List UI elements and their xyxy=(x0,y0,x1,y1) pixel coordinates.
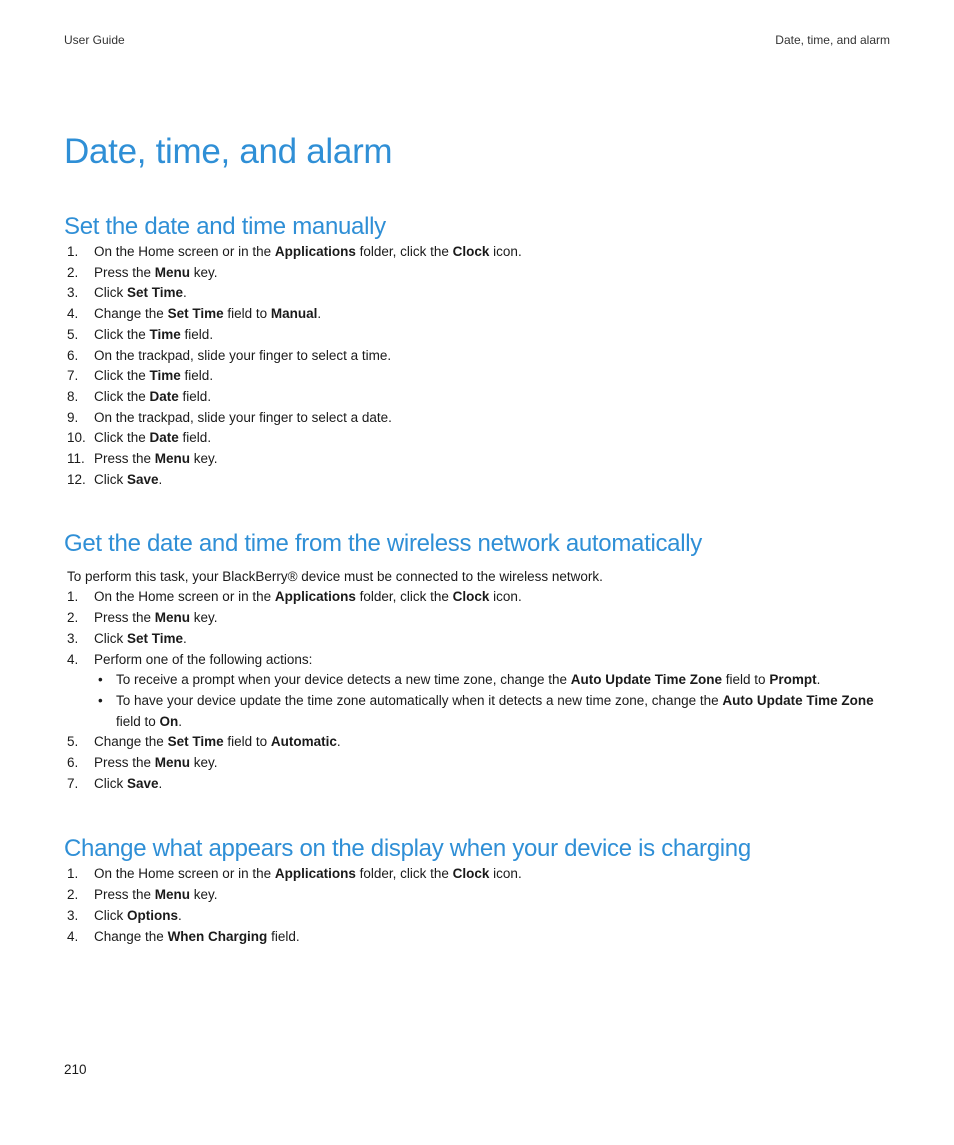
step-text: Click the xyxy=(94,326,150,342)
ui-term: Date xyxy=(149,388,179,404)
ui-term: Clock xyxy=(452,866,490,882)
ui-term: Menu xyxy=(154,887,191,903)
steps-list-charging-display xyxy=(64,864,890,947)
ui-term: Menu xyxy=(154,610,191,626)
step-item xyxy=(64,408,890,429)
section-title-set-manually: Set the date and time manually xyxy=(64,213,386,240)
step-text: On the trackpad, slide your finger to select a date. xyxy=(94,409,392,425)
step-body xyxy=(94,410,392,425)
step-body xyxy=(94,327,213,342)
step-text: On the trackpad, slide your finger to select a time. xyxy=(94,347,392,363)
step-text: To receive a prompt when your device detects a new time zone, change the xyxy=(116,672,571,688)
step-number: 3. xyxy=(67,285,79,301)
step-text: Click xyxy=(94,775,127,791)
step-body xyxy=(94,430,211,445)
page-content xyxy=(64,128,890,947)
step-item xyxy=(64,753,890,774)
step-text: Press the xyxy=(94,610,155,626)
step-body xyxy=(94,610,218,625)
step-text: field to xyxy=(722,672,770,688)
page-number: 210 xyxy=(64,1062,87,1077)
step-text: key. xyxy=(190,755,218,771)
step-number: 10. xyxy=(67,430,86,446)
step-text: key. xyxy=(190,610,218,626)
ui-term: Time xyxy=(149,368,181,384)
step-number: 8. xyxy=(67,388,79,404)
section-intro-network-auto: To perform this task, your BlackBerry® device must be connected to the wireless network. xyxy=(67,569,603,585)
sub-bullet-item xyxy=(94,691,890,732)
bullet-body xyxy=(116,672,820,687)
page-title: Date, time, and alarm xyxy=(64,132,393,171)
header-guide-label: User Guide xyxy=(64,33,125,47)
step-text: field. xyxy=(180,326,214,342)
step-body xyxy=(94,451,218,466)
step-text: field. xyxy=(180,368,214,384)
step-item xyxy=(64,325,890,346)
ui-term: Menu xyxy=(154,755,191,771)
step-body xyxy=(94,389,211,404)
step-text: Press the xyxy=(94,755,155,771)
step-body xyxy=(94,244,522,259)
step-text: field to xyxy=(116,713,160,729)
step-item xyxy=(64,263,890,284)
step-item xyxy=(64,387,890,408)
step-body xyxy=(94,866,522,881)
step-text: . xyxy=(158,775,163,791)
step-text: . xyxy=(816,672,821,688)
ui-term: Menu xyxy=(154,451,191,467)
step-number: 9. xyxy=(67,409,79,425)
step-text: field to xyxy=(223,734,271,750)
step-body xyxy=(94,734,341,749)
step-number: 7. xyxy=(67,775,79,791)
step-text: Click xyxy=(94,907,127,923)
step-text: field. xyxy=(267,928,300,944)
bullet-body xyxy=(116,693,874,729)
section-title-charging-display: Change what appears on the display when your device is charging xyxy=(64,835,751,863)
ui-term: Set Time xyxy=(127,630,184,646)
ui-term: Menu xyxy=(154,264,191,280)
ui-term: Auto Update Time Zone xyxy=(570,672,723,688)
step-text: field. xyxy=(178,430,212,446)
step-text: . xyxy=(158,471,163,487)
step-item xyxy=(64,629,890,650)
step-item xyxy=(64,732,890,753)
bullet-icon: • xyxy=(98,692,103,708)
step-text: Click xyxy=(94,471,127,487)
sub-bullet-item xyxy=(94,670,890,691)
step-item xyxy=(64,885,890,906)
step-text: Change the xyxy=(94,734,168,750)
step-body xyxy=(94,348,391,363)
step-text: field. xyxy=(178,388,212,404)
step-item xyxy=(64,449,890,470)
step-body xyxy=(94,776,162,791)
step-number: 1. xyxy=(67,866,79,882)
step-text: On the Home screen or in the xyxy=(94,866,275,882)
ui-term: Set Time xyxy=(167,734,224,750)
step-item xyxy=(64,927,890,948)
step-body xyxy=(94,285,187,300)
step-text: . xyxy=(183,630,187,646)
step-number: 1. xyxy=(67,244,79,259)
step-item xyxy=(64,864,890,885)
ui-term: Save xyxy=(127,471,159,487)
step-text: folder, click the xyxy=(355,244,453,259)
ui-term: Applications xyxy=(274,244,356,259)
ui-term: On xyxy=(159,713,179,729)
step-text: Press the xyxy=(94,451,155,467)
step-text: . xyxy=(178,713,183,729)
ui-term: When Charging xyxy=(167,928,268,944)
step-number: 2. xyxy=(67,610,79,626)
step-item xyxy=(64,587,890,608)
step-number: 4. xyxy=(67,306,79,322)
step-number: 3. xyxy=(67,907,79,923)
ui-term: Set Time xyxy=(127,285,184,301)
step-body xyxy=(94,929,300,944)
ui-term: Automatic xyxy=(270,734,337,750)
header-chapter-label: Date, time, and alarm xyxy=(775,33,890,47)
step-item xyxy=(64,283,890,304)
step-number: 3. xyxy=(67,630,79,646)
step-body xyxy=(94,887,218,902)
ui-term: Applications xyxy=(274,589,356,605)
step-text: folder, click the xyxy=(355,589,453,605)
step-item xyxy=(64,906,890,927)
ui-term: Date xyxy=(149,430,179,446)
step-number: 2. xyxy=(67,887,79,903)
step-number: 1. xyxy=(67,589,79,605)
step-text: To have your device update the time zone automatically when it detects a new time zone, change the xyxy=(116,692,723,708)
step-text: Click the xyxy=(94,368,150,384)
step-body xyxy=(94,472,162,487)
ui-term: Clock xyxy=(452,589,490,605)
ui-term: Clock xyxy=(452,244,490,259)
step-text: Click xyxy=(94,285,127,301)
step-item xyxy=(64,304,890,325)
step-body xyxy=(94,755,218,770)
step-text: On the Home screen or in the xyxy=(94,244,275,259)
ui-term: Applications xyxy=(274,866,356,882)
ui-term: Auto Update Time Zone xyxy=(722,692,874,708)
step-item xyxy=(64,470,890,491)
step-text: Click the xyxy=(94,388,150,404)
step-number: 5. xyxy=(67,326,79,342)
step-item xyxy=(64,608,890,629)
step-text: folder, click the xyxy=(355,866,453,882)
step-body xyxy=(94,589,522,604)
step-number: 4. xyxy=(67,651,79,667)
step-item xyxy=(64,428,890,449)
step-body xyxy=(94,652,312,667)
step-body xyxy=(94,908,182,923)
step-body xyxy=(94,631,187,646)
bullet-icon: • xyxy=(98,672,103,688)
sub-bullet-list xyxy=(94,670,890,732)
step-text: Click the xyxy=(94,430,150,446)
step-text: Press the xyxy=(94,887,155,903)
step-number: 6. xyxy=(67,347,79,363)
step-text: . xyxy=(317,306,322,322)
step-number: 7. xyxy=(67,368,79,384)
step-text: Press the xyxy=(94,264,155,280)
step-body xyxy=(94,306,321,321)
step-text: field to xyxy=(223,306,271,322)
ui-term: Options xyxy=(127,907,178,923)
step-item xyxy=(64,650,890,733)
step-text: key. xyxy=(190,451,218,467)
step-text: key. xyxy=(190,264,218,280)
step-text: icon. xyxy=(489,244,522,259)
step-number: 4. xyxy=(67,928,79,944)
step-text: Perform one of the following actions: xyxy=(94,651,313,667)
step-number: 6. xyxy=(67,755,79,771)
step-text: Change the xyxy=(94,306,168,322)
step-item xyxy=(64,774,890,795)
step-number: 5. xyxy=(67,734,79,750)
step-text: . xyxy=(183,285,187,301)
step-body xyxy=(94,368,213,383)
ui-term: Time xyxy=(149,326,181,342)
step-number: 11. xyxy=(67,451,85,467)
section-title-network-auto: Get the date and time from the wireless network automatically xyxy=(64,530,702,558)
ui-term: Prompt xyxy=(769,672,817,688)
steps-list-network-auto xyxy=(64,587,890,794)
step-text: . xyxy=(336,734,341,750)
ui-term: Set Time xyxy=(167,306,224,322)
step-number: 12. xyxy=(67,471,86,487)
step-body xyxy=(94,265,218,280)
step-item xyxy=(64,242,890,263)
step-text: . xyxy=(178,907,182,923)
steps-list-set-manually xyxy=(64,242,890,490)
step-item xyxy=(64,366,890,387)
step-number: 2. xyxy=(67,264,79,280)
step-text: key. xyxy=(190,887,218,903)
step-text: icon. xyxy=(489,589,522,605)
ui-term: Manual xyxy=(270,306,318,322)
step-text: Change the xyxy=(94,928,168,944)
step-text: Click xyxy=(94,630,127,646)
step-item xyxy=(64,346,890,367)
ui-term: Save xyxy=(127,775,159,791)
step-text: icon. xyxy=(489,866,522,882)
step-text: On the Home screen or in the xyxy=(94,589,275,605)
